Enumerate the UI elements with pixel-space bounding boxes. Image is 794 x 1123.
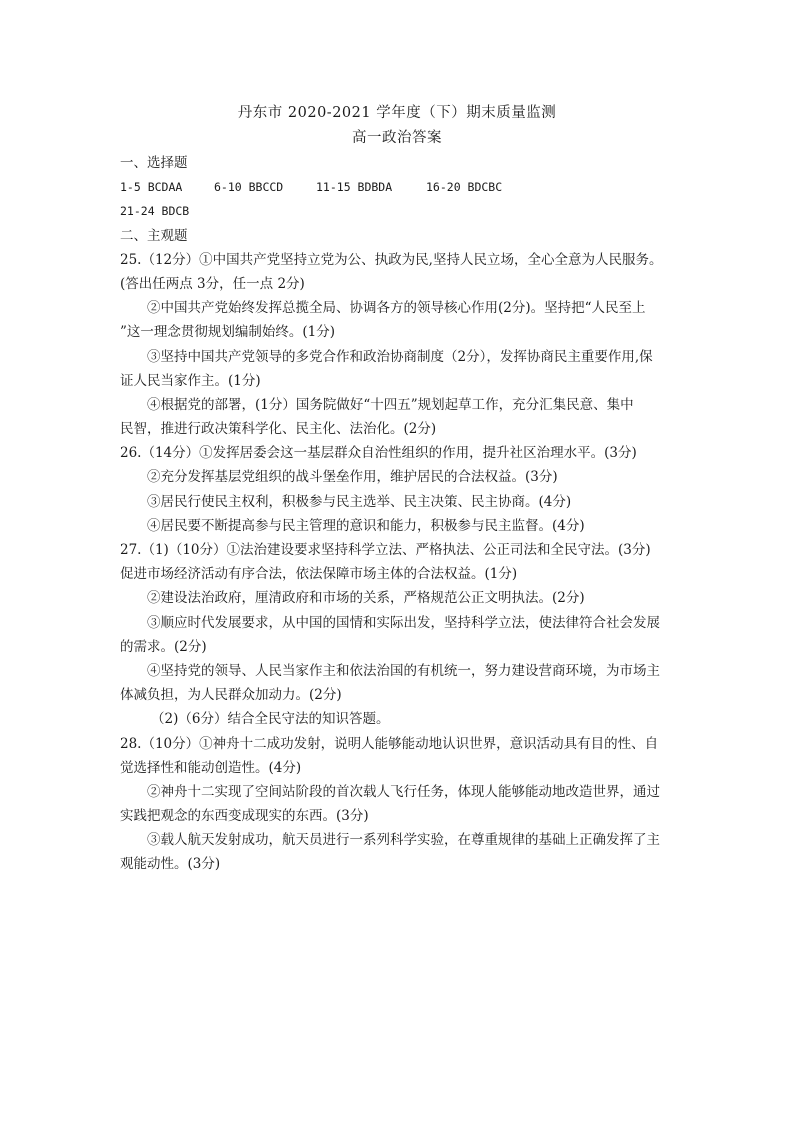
section-heading-subjective: 二、主观题	[120, 227, 188, 244]
answer-line: ④居民要不断提高参与民主管理的意识和能力，积极参与民主监督。(4分)	[147, 517, 585, 534]
answer-line: 促进市场经济活动有序合法，依法保障市场主体的合法权益。(1分)	[120, 566, 518, 583]
answer-line: 实践把观念的东西变成现实的东西。(3分)	[120, 808, 369, 825]
answer-line: ”这一理念贯彻规划编制始终。(1分)	[120, 324, 336, 341]
answer-line: 观能动性。(3分)	[120, 856, 221, 873]
answer-line: （2)（6分）结合全民守法的知识答题。	[151, 711, 390, 728]
answer-group: 21-24 BDCB	[120, 204, 190, 219]
answer-line: ④根据党的部署，(1分）国务院做好“十四五”规划起草工作，充分汇集民意、集中	[147, 396, 634, 413]
answer-line: ②充分发挥基层党组织的战斗堡垒作用，维护居民的合法权益。(3分)	[147, 469, 558, 486]
answer-content	[120, 151, 680, 877]
answer-line: ④坚持党的领导、人民当家作主和依法治国的有机统一，努力建设营商环境，为市场主	[147, 662, 660, 679]
answer-line: ③居民行使民主权利，积极参与民主选举、民主决策、民主协商。(4分)	[147, 493, 572, 510]
subjective-answers	[120, 248, 680, 877]
choice-answers-row-2	[120, 199, 680, 223]
choice-answers-row-1	[120, 175, 680, 199]
answer-group: 11-15 BDBDA	[316, 180, 393, 195]
answer-line: ③坚持中国共产党领导的多党合作和政治协商制度（2分），发挥协商民主重要作用,保	[147, 348, 653, 365]
answer-line: 民智，推进行政决策科学化、民主化、法治化。(2分)	[120, 421, 437, 438]
answer-line: ③顺应时代发展要求，从中国的国情和实际出发，坚持科学立法，使法律符合社会发展	[147, 614, 660, 631]
section-heading-choice: 一、选择题	[120, 155, 188, 171]
answer-line: 26.（14分）①发挥居委会这一基层群众自治性组织的作用，提升社区治理水平。(3分)	[120, 445, 637, 462]
answer-line: ②神舟十二实现了空间站阶段的首次载人飞行任务，体现人能够能动地改造世界，通过	[147, 783, 660, 800]
answer-line: ②中国共产党始终发挥总揽全局、协调各方的领导核心作用(2分)。坚持把“人民至上	[147, 300, 646, 317]
answer-line: ②建设法治政府，厘清政府和市场的关系，严格规范公正文明执法。(2分)	[147, 590, 585, 607]
answer-line: 25.（12分）①中国共产党坚持立党为公、执政为民,坚持人民立场，全心全意为人民服务。	[120, 251, 663, 268]
answer-line: 27.（1)（10分）①法治建设要求坚持科学立法、严格执法、公正司法和全民守法。(3分)	[120, 542, 651, 558]
answer-line: 证人民当家作主。(1分)	[120, 372, 261, 389]
answer-line: 体减负担，为人民群众加动力。(2分)	[120, 687, 342, 704]
page-subtitle: 高一政治答案	[352, 130, 442, 146]
answer-line: ③载人航天发射成功，航天员进行一系列科学实验，在尊重规律的基础上正确发挥了主	[147, 832, 660, 849]
page-title: 丹东市 2020-2021 学年度（下）期末质量监测	[237, 105, 557, 121]
answer-line: (答出任两点 3分，任一点 2分)	[120, 275, 305, 292]
answer-group: 1-5 BCDAA	[120, 180, 183, 195]
answer-line: 觉选择性和能动创造性。(4分)	[120, 759, 302, 776]
answer-group: 6-10 BBCCD	[214, 180, 284, 195]
answer-line: 28.（10分）①神舟十二成功发射，说明人能够能动地认识世界，意识活动具有目的性、自	[120, 735, 659, 752]
answer-group: 16-20 BDCBC	[426, 180, 503, 195]
answer-line: 的需求。(2分)	[120, 638, 207, 655]
